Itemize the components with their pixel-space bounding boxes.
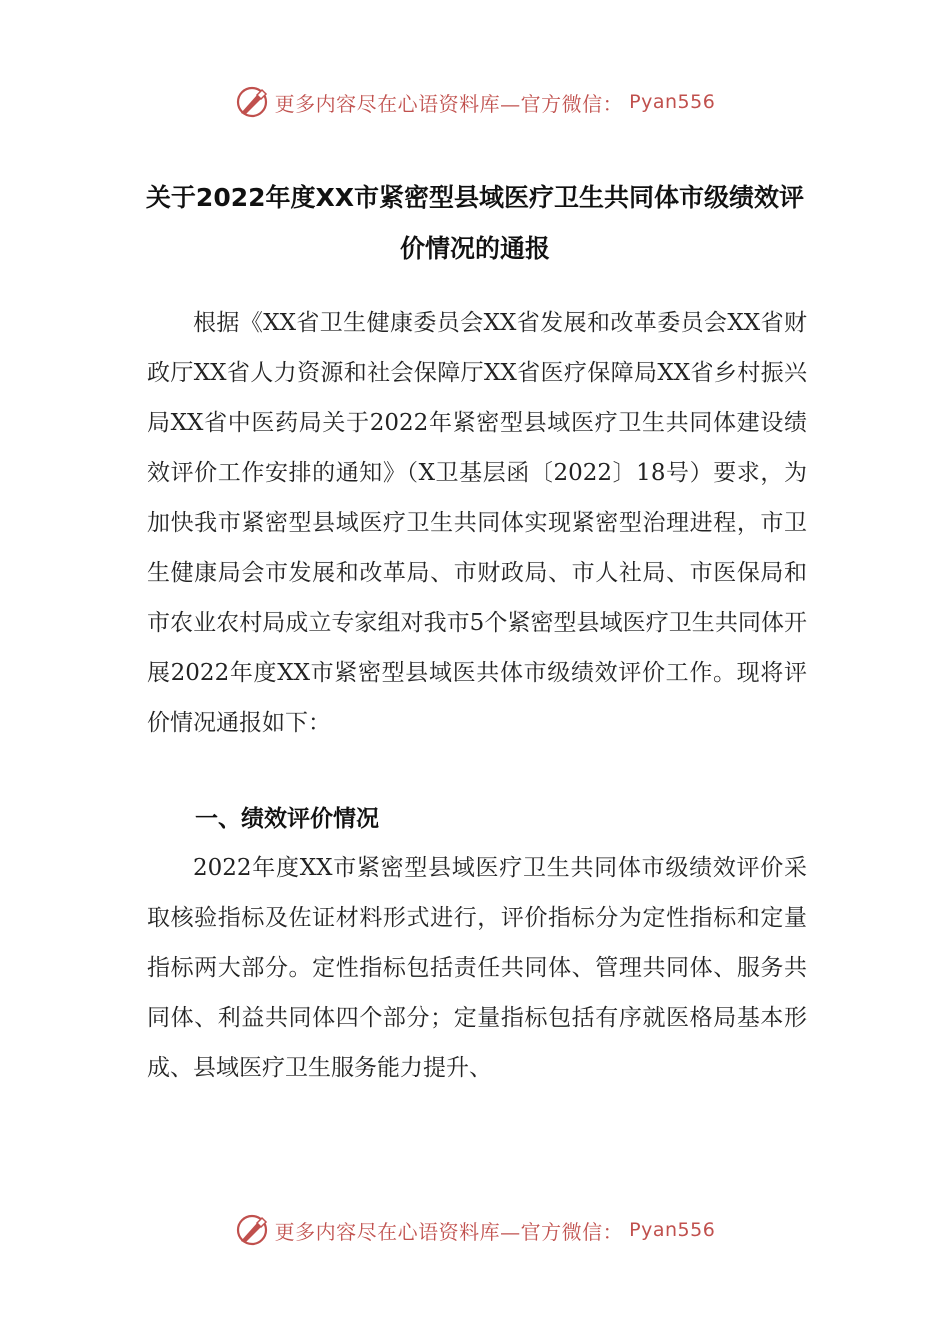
footer-watermark-banner [0,1210,950,1250]
header-watermark-banner [0,82,950,122]
section-heading-performance-evaluation: 一、绩效评价情况 [195,806,379,832]
banner-text: 更多内容尽在心语资料库—官方微信： [274,91,624,116]
banner-wechat-id: Pyan556 [629,91,716,113]
banner-text: 更多内容尽在心语资料库—官方微信： [274,1219,624,1244]
pen-nib-circle-icon [235,1213,269,1247]
paragraph-intro: 根据《XX省卫生健康委员会XX省发展和改革委员会XX省财政厅XX省人力资源和社会保障厅XX省医疗保障局XX省乡村振兴局XX省中医药局关于2022年紧密型县域医疗卫生共同体建设绩效评价工作安排的通知》（X卫基层函〔2022〕18号）要求，为加快我市紧密型县域医疗卫生共同体实现紧密型治理进程，市卫生健康局会市发展和改革局、市财政局、市人社局、市医保局和市农业农村局成立专家组对我市5个紧密型县域医疗卫生共同体开展2022年度XX市紧密型县域医共体市级绩效评价工作。现将评价情况通报如下： [147,310,807,736]
paragraph-evaluation-details: 2022年度XX市紧密型县域医疗卫生共同体市级绩效评价采取核验指标及佐证材料形式进行，评价指标分为定性指标和定量指标两大部分。定性指标包括责任共同体、管理共同体、服务共同体、利益共同体四个部分；定量指标包括有序就医格局基本形成、县域医疗卫生服务能力提升、 [147,855,807,1081]
document-title: 关于2022年度XX市紧密型县域医疗卫生共同体市级绩效评价情况的通报 [145,183,805,263]
pen-nib-circle-icon [235,85,269,119]
banner-wechat-id: Pyan556 [629,1219,716,1241]
